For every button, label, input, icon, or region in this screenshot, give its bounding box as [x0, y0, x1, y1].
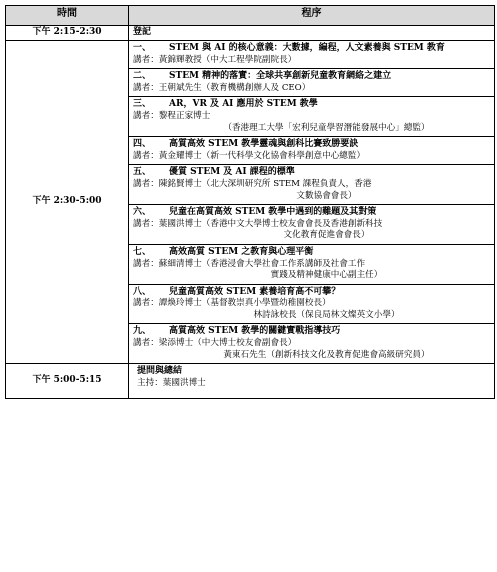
- item-title: 兒童高質高效 STEM 素養培育高不可攀？: [169, 286, 341, 297]
- item-number: 七、: [133, 246, 152, 257]
- item-speakers: [133, 179, 490, 202]
- speaker-line: 文化教育促進會會長）: [283, 230, 370, 241]
- closing-row: [6, 364, 495, 399]
- session-item: [129, 165, 495, 205]
- closing-item: [129, 364, 495, 399]
- speaker-line: 講者：陳銘賢博士（北大深圳研究所 STEM 課程負責人，香港: [133, 178, 372, 189]
- item-title-line: [133, 71, 490, 83]
- item-title: STEM 精神的落實：全球共享創新兒童教育網絡之建立: [169, 71, 392, 82]
- item-title-line: [133, 167, 490, 179]
- speaker-line: 講者：黎程正家博士: [133, 110, 211, 121]
- item-number: 六、: [133, 207, 152, 218]
- closing-time: 下午 5:00-5:15: [6, 364, 129, 399]
- item-title-line: [133, 99, 490, 111]
- schedule-table: [5, 5, 495, 399]
- session-item: [129, 244, 495, 284]
- item-title-line: [133, 43, 490, 55]
- speaker-line: 黃東石先生（創新科技文化及教育促進會高級研究員）: [223, 349, 430, 360]
- item-title: 優質 STEM 及 AI 課程的標準: [169, 167, 295, 178]
- item-number: 九、: [133, 326, 152, 337]
- item-number: 四、: [133, 139, 152, 150]
- session-item: [129, 324, 495, 364]
- program-header: 程序: [129, 6, 495, 26]
- closing-title: 提問與總結: [137, 366, 183, 377]
- registration-label: 登記: [129, 26, 495, 41]
- item-speakers: [133, 111, 490, 134]
- closing-host: 主持：葉國洪博士: [137, 377, 206, 388]
- session-item: [129, 205, 495, 245]
- item-title-line: [133, 287, 490, 299]
- item-title-line: [133, 326, 490, 338]
- main-session-time: 下午 2:30-5:00: [6, 41, 129, 364]
- item-title: 高質高效 STEM 教學靈魂與創科比賽致勝要訣: [169, 139, 359, 150]
- item-speakers: [133, 338, 490, 361]
- session-item: [129, 69, 495, 97]
- speaker-line: 講者：黃金耀博士（新一代科學文化協會科學創意中心總監）: [133, 150, 366, 161]
- item-title: 高效高質 STEM 之教育與心理平衡: [169, 246, 314, 257]
- header-row: [6, 6, 495, 26]
- registration-time: 下午 2:15-2:30: [6, 26, 129, 41]
- registration-row: [6, 26, 495, 41]
- item-title: AR，VR 及 AI 應用於 STEM 教學: [169, 99, 318, 110]
- item-number: 二、: [133, 71, 152, 82]
- speaker-line: 林詩詠校長（保良局林文燦英文小學）: [253, 309, 400, 320]
- speaker-line: 講者：葉國洪博士（香港中文大學博士校友會會長及香港創新科技: [133, 218, 383, 229]
- item-speakers: [133, 219, 490, 242]
- speaker-line: 實踐及精神健康中心副主任）: [270, 270, 383, 281]
- item-speakers: [133, 55, 490, 67]
- item-speakers: [133, 298, 490, 321]
- item-speakers: [133, 83, 490, 95]
- speaker-line: 講者：王朝斌先生（教育機構創辦人及 CEO）: [133, 82, 311, 93]
- speaker-line: （香港理工大學「宏利兒童學習潛能發展中心」總監）: [223, 122, 430, 133]
- speaker-line: 文數協會會長）: [296, 190, 357, 201]
- session-item: [129, 284, 495, 324]
- speaker-line: 講者：梁添博士（中大博士校友會副會長）: [133, 338, 297, 349]
- item-title-line: [133, 139, 490, 151]
- session-item: [129, 41, 495, 69]
- item-speakers: [133, 151, 490, 163]
- item-title: STEM 與 AI 的核心意義：大數據，編程，人文素養與 STEM 教育: [169, 43, 445, 53]
- speaker-line: 講者：黃錦輝教授（中大工程學院副院長）: [133, 54, 297, 65]
- time-header: 時間: [6, 6, 129, 26]
- item-title-line: [133, 247, 490, 259]
- item-speakers: [133, 259, 490, 282]
- item-title: 高質高效 STEM 教學的關鍵實戰指導技巧: [169, 326, 341, 337]
- item-title: 兒童在高質高效 STEM 教學中遇到的難題及其對策: [169, 207, 377, 218]
- item-number: 八、: [133, 286, 152, 297]
- speaker-line: 講者：譚煥玲博士（基督教崇真小學暨幼稚園校長）: [133, 298, 331, 309]
- session-item: [129, 137, 495, 165]
- session-item: [129, 97, 495, 137]
- item-number: 三、: [133, 99, 152, 110]
- item-number: 一、: [133, 43, 152, 53]
- item-title-line: [133, 207, 490, 219]
- speaker-line: 講者：蘇細清博士（香港浸會大學社會工作系講師及社會工作: [133, 258, 366, 269]
- item-number: 五、: [133, 167, 152, 178]
- session-item-row: [6, 41, 495, 69]
